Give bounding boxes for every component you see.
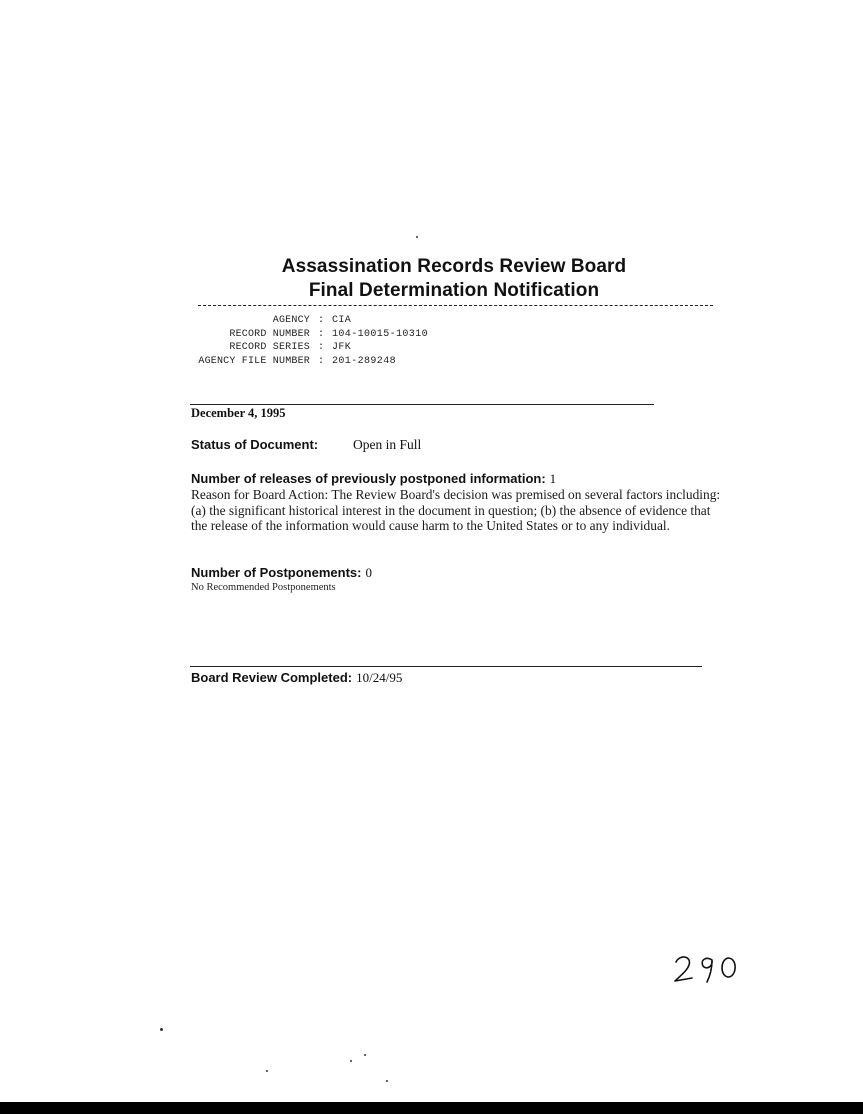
notification-title: Final Determination Notification — [308, 280, 600, 301]
scan-speck — [266, 1070, 268, 1072]
postponements-label: Number of Postponements: — [191, 565, 362, 580]
postponements-note: No Recommended Postponements — [191, 582, 336, 593]
record-info-block — [190, 314, 428, 368]
releases-value: 1 — [549, 471, 557, 486]
separator: : — [317, 328, 324, 340]
agency-file-number-value: 201-289248 — [332, 355, 397, 367]
board-title: Assassination Records Review Board — [281, 256, 627, 277]
record-info-row — [190, 314, 428, 328]
date-rule — [190, 404, 654, 405]
handwritten-page-number — [670, 950, 750, 986]
completion-rule — [190, 666, 702, 667]
status-value: Open in Full — [353, 437, 422, 452]
completion-value: 10/24/95 — [356, 670, 403, 685]
releases-line — [191, 470, 556, 488]
agency-file-number-label: AGENCY FILE NUMBER — [198, 355, 310, 367]
record-info-row — [190, 355, 428, 369]
separator: : — [317, 355, 324, 367]
scan-speck — [350, 1060, 352, 1062]
postponements-value: 0 — [365, 565, 372, 580]
separator: : — [317, 342, 324, 353]
scan-speck — [364, 1054, 366, 1056]
scan-speck — [386, 1080, 388, 1082]
record-series-value: JFK — [332, 342, 352, 353]
releases-label: Number of releases of previously postponed information: — [191, 471, 546, 486]
scan-speck — [160, 1028, 163, 1031]
record-series-label: RECORD SERIES — [229, 342, 310, 353]
agency-value: CIA — [332, 315, 352, 326]
completion-label: Board Review Completed: — [191, 670, 353, 685]
notification-date: December 4, 1995 — [191, 406, 286, 420]
record-info-row — [190, 341, 428, 355]
agency-label: AGENCY — [272, 315, 310, 326]
dashed-divider — [198, 305, 713, 306]
board-action-reason: Reason for Board Action: The Review Board's decision was premised on several factors including: (a) the significant historical interest in the document in question; (b) the absence of evidence that the release of the information would cause harm to the United States or to any individual. — [191, 487, 721, 533]
record-info-row — [190, 328, 428, 342]
scan-speck — [416, 236, 418, 238]
completion-line — [191, 669, 402, 687]
separator: : — [317, 315, 324, 326]
record-number-value: 104-10015-10310 — [332, 328, 429, 340]
postponements-line — [191, 564, 372, 582]
status-label: Status of Document: — [191, 437, 319, 452]
scan-bottom-edge — [0, 1102, 863, 1114]
record-number-label: RECORD NUMBER — [229, 328, 310, 340]
